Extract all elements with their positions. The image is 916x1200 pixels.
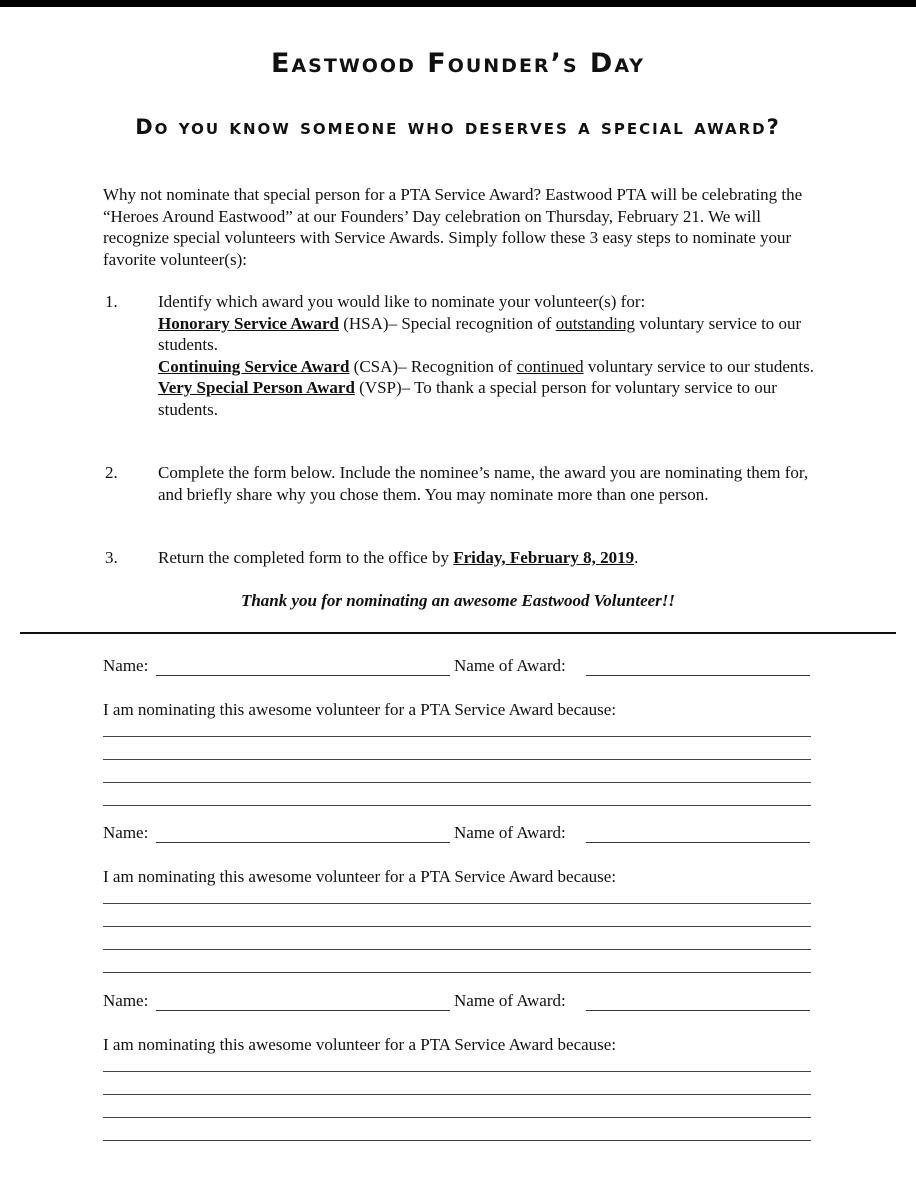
reason-line[interactable] — [103, 1071, 811, 1072]
reason-line[interactable] — [103, 1117, 811, 1118]
award-csa-rest: voluntary service to our students. — [583, 356, 815, 376]
reason-label: I am nominating this awesome volunteer for a PTA Service Award because: — [103, 700, 617, 719]
award-hsa-rest: voluntary service to our students. — [158, 313, 802, 354]
award-csa-emphasis: continued — [516, 356, 584, 376]
award-vsp — [158, 377, 818, 420]
reason-line[interactable] — [103, 782, 811, 783]
step-1 — [158, 291, 818, 420]
step-2-text: Complete the form below. Include the nominee’s name, the award you are nominating them for, and briefly share why you chose them. You may nominate more than one person. — [158, 463, 809, 504]
award-hsa-emphasis: outstanding — [555, 313, 636, 333]
award-csa-name: Continuing Service Award — [158, 356, 350, 376]
step-1-number: 1. — [105, 292, 118, 311]
reason-line[interactable] — [103, 926, 811, 927]
top-border — [0, 0, 916, 7]
page-subtitle: Do you know someone who deserves a special award? — [135, 115, 781, 139]
reason-label: I am nominating this awesome volunteer for a PTA Service Award because: — [103, 1035, 617, 1054]
step-3-text: Return the completed form to the office by — [158, 548, 454, 567]
award-label: Name of Award: — [454, 991, 566, 1010]
name-label: Name: — [103, 823, 149, 842]
reason-line[interactable] — [103, 903, 811, 904]
award-vsp-abbr: (VSP)– To thank a special person for voluntary service to our students. — [158, 378, 777, 419]
award-field[interactable] — [586, 1010, 810, 1011]
nomination-block — [0, 656, 916, 816]
step-1-intro: Identify which award you would like to nominate your volunteer(s) for: — [158, 292, 646, 311]
nomination-block — [0, 823, 916, 983]
award-label: Name of Award: — [454, 656, 566, 675]
intro-paragraph: Why not nominate that special person for a PTA Service Award? Eastwood PTA will be celebrating the “Heroes Around Eastwood” at our Founders’ Day celebration on Thursday, February 21. We will recognize special volunteers with Service Awards. Simply follow these 3 easy steps to nominate your favorite volunteer(s): — [103, 185, 803, 269]
name-field[interactable] — [156, 842, 450, 843]
name-label: Name: — [103, 991, 149, 1010]
step-3 — [158, 547, 818, 569]
page-title: Eastwood Founder’s Day — [271, 48, 645, 79]
reason-line[interactable] — [103, 805, 811, 806]
step-3-period: . — [634, 548, 639, 567]
divider — [20, 632, 896, 634]
step-2-number: 2. — [105, 463, 118, 482]
award-label: Name of Award: — [454, 823, 566, 842]
deadline-date: Friday, February 8, 2019 — [453, 548, 635, 567]
reason-line[interactable] — [103, 972, 811, 973]
thank-you-message: Thank you for nominating an awesome Eastwood Volunteer!! — [240, 591, 676, 610]
reason-line[interactable] — [103, 736, 811, 737]
reason-line[interactable] — [103, 1140, 811, 1141]
reason-label: I am nominating this awesome volunteer for a PTA Service Award because: — [103, 867, 617, 886]
award-vsp-name: Very Special Person Award — [158, 378, 355, 397]
nomination-block — [0, 991, 916, 1151]
award-csa-abbr: (CSA)– Recognition of — [349, 356, 517, 376]
award-hsa-name: Honorary Service Award — [158, 313, 339, 333]
award-field[interactable] — [586, 675, 810, 676]
reason-line[interactable] — [103, 1094, 811, 1095]
award-field[interactable] — [586, 842, 810, 843]
name-field[interactable] — [156, 675, 450, 676]
step-3-number: 3. — [105, 548, 118, 567]
award-hsa-abbr: (HSA)– Special recognition of — [338, 313, 556, 333]
name-field[interactable] — [156, 1010, 450, 1011]
name-label: Name: — [103, 656, 149, 675]
award-csa — [158, 356, 818, 378]
award-hsa — [158, 313, 818, 356]
reason-line[interactable] — [103, 759, 811, 760]
reason-line[interactable] — [103, 949, 811, 950]
